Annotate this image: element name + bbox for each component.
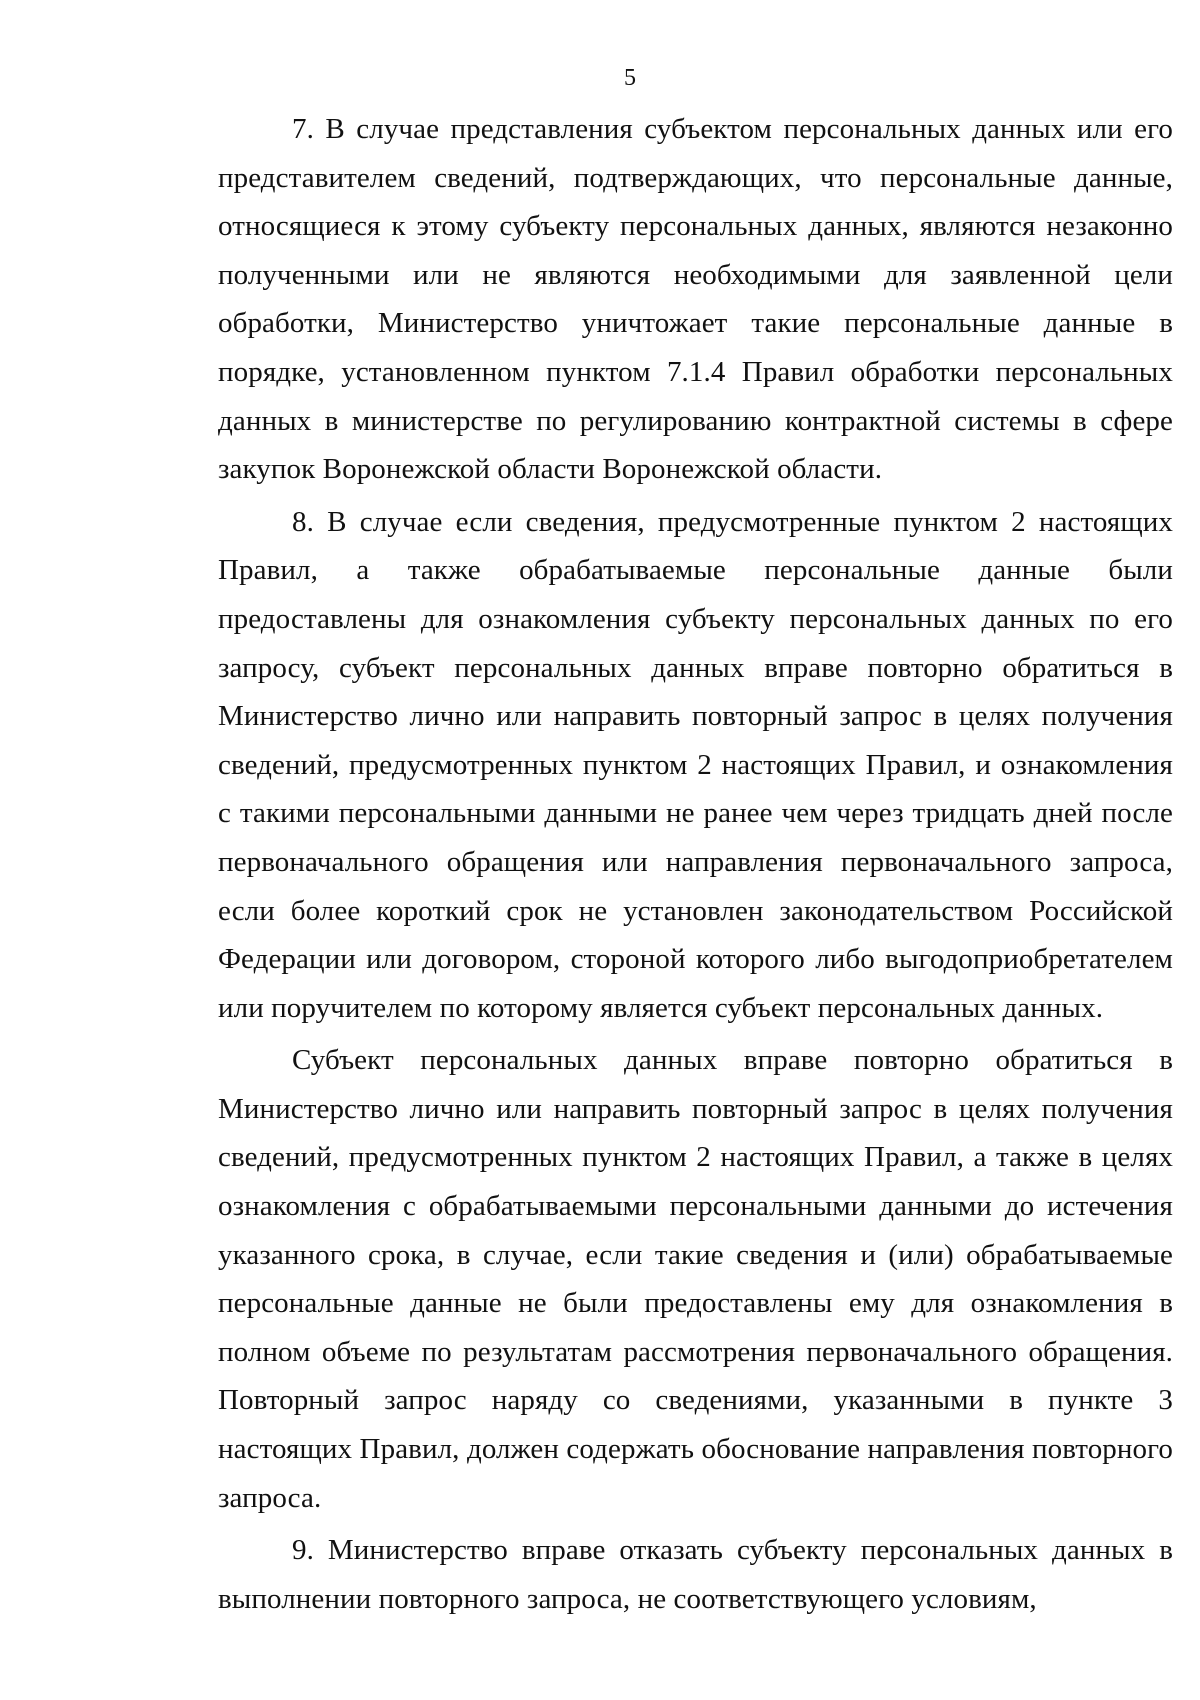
paragraph-8-continuation: Субъект персональных данных вправе повторно обратиться в Министерство лично или направить повторный запрос в целях получения сведений, предусмотренных пунктом 2 настоящих Правил, а также в целях ознакомления с обрабатываемыми персональными данными до истечения указанного срока, в случае, если такие сведения и (или) обрабатываемые персональные данные не были предоставлены ему для ознакомления в полном объеме по результатам рассмотрения первоначального обращения. Повторный запрос наряду со сведениями, указанными в пункте 3 настоящих Правил, должен содержать обоснование направления повторного запроса. [218,1044,1173,1514]
paragraph-7: 7. В случае представления субъектом персональных данных или его представителем сведений, подтверждающих, что персональные данные, относящиеся к этому субъекту персональных данных, являются незаконно полученными или не являются необходимыми для заявленной цели обработки, Министерство уничтожает такие персональные данные в порядке, установленном пунктом 7.1.4 Правил обработки персональных данных в министерстве по регулированию контрактной системы в сфере закупок Воронежской области Воронежской области. [218,113,1173,486]
paragraph-9: 9. Министерство вправе отказать субъекту персональных данных в выполнении повторного запроса, не соответствующего условиям, [218,1534,1173,1615]
paragraph-8: 8. В случае если сведения, предусмотренные пунктом 2 настоящих Правил, а также обрабатываемые персональные данные были предоставлены для ознакомления субъекту персональных данных по его запросу, субъект персональных данных вправе повторно обратиться в Министерство лично или направить повторный запрос в целях получения сведений, предусмотренных пунктом 2 настоящих Правил, и ознакомления с такими персональными данными не ранее чем через тридцать дней после первоначального обращения или направления первоначального запроса, если более короткий срок не установлен законодательством Российской Федерации или договором, стороной которого либо выгодоприобретателем или поручителем по которому является субъект персональных данных. [218,505,1173,1024]
document-body [218,105,1173,1627]
page-number: 5 [624,65,636,91]
